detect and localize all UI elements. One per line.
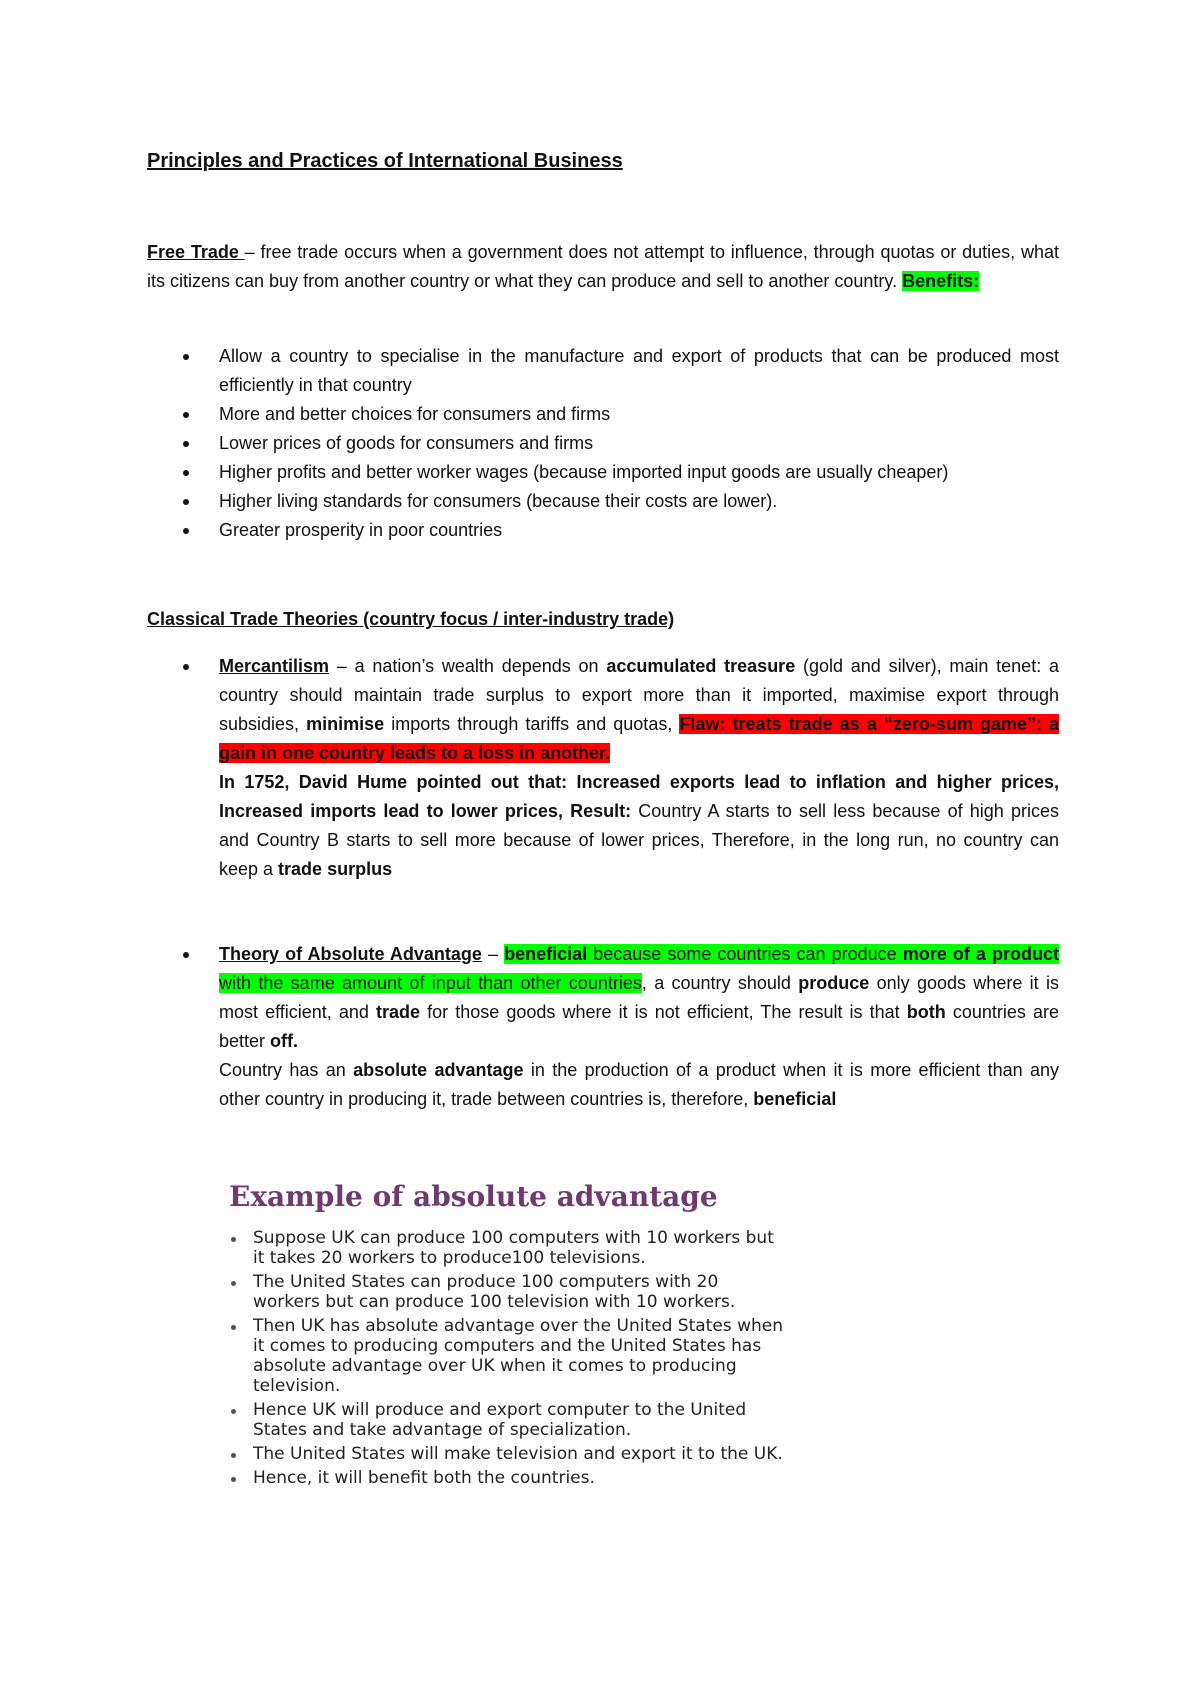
list-item: Suppose UK can produce 100 computers with 10 workers but it takes 20 workers to produce100 televisions. (229, 1228, 789, 1268)
list-item: Higher living standards for consumers (because their costs are lower). (147, 487, 1059, 516)
free-trade-paragraph (147, 238, 1059, 296)
bullet-icon (183, 528, 189, 534)
bullet-icon (231, 1477, 236, 1482)
bullet-icon (183, 470, 189, 476)
bullet-icon (183, 664, 189, 670)
classical-theories-heading: Classical Trade Theories (country focus / inter-industry trade) (147, 609, 675, 629)
example-title: Example of absolute advantage (229, 1180, 718, 1213)
list-item: Hence UK will produce and export computer to the United States and take advantage of specialization. (229, 1400, 789, 1440)
bullet-icon (231, 1237, 236, 1242)
beneficial-highlight: beneficial because some countries can produce more of a product with the same amount of input than other countries (219, 944, 1059, 993)
bullet-icon (183, 354, 189, 360)
hume-paragraph: In 1752, David Hume pointed out that: Increased exports lead to inflation and higher prices, Increased imports lead to lower prices, Result: Country A starts to sell less because of high prices and Country B starts to sell more because of lower prices, Therefore, in the long run, no country can keep a trade surplus (219, 772, 1059, 879)
bullet-icon (231, 1409, 236, 1414)
list-item: The United States will make television and export it to the UK. (229, 1444, 789, 1464)
flaw-highlight: Flaw: treats trade as a “zero-sum game”: a gain in one country leads to a loss in another. (219, 714, 1060, 763)
example-list (229, 1228, 789, 1492)
page-title: Principles and Practices of International Business (147, 150, 623, 172)
benefits-list (147, 342, 1059, 545)
list-item: The United States can produce 100 computers with 20 workers but can produce 100 television with 10 workers. (229, 1272, 789, 1312)
theories-list (147, 652, 1059, 884)
free-trade-definition: – free trade occurs when a government does not attempt to influence, through quotas or duties, what its citizens can buy from another country or what they can produce and sell to another country. (147, 242, 1060, 291)
list-item: Higher profits and better worker wages (because imported input goods are usually cheaper) (147, 458, 1059, 487)
list-item: Hence, it will benefit both the countries. (229, 1468, 789, 1488)
bullet-icon (231, 1281, 236, 1286)
bullet-icon (183, 952, 189, 958)
absolute-advantage-list (147, 940, 1059, 1114)
absolute-advantage-item: Theory of Absolute Advantage – beneficial because some countries can produce more of a product with the same amount of input than other countries, a country should produce only goods where it is most efficient, and trade for those goods where it is not efficient, The result is that both countries are better off. Country has an absolute advantage in the production of a product when it is more efficient than any other country in producing it, trade between countries is, therefore, beneficial (147, 940, 1059, 1114)
absolute-advantage-definition: Country has an absolute advantage in the production of a product when it is more efficient than any other country in producing it, trade between countries is, therefore, beneficial (219, 1060, 1060, 1109)
list-item: More and better choices for consumers and firms (147, 400, 1059, 429)
bullet-icon (183, 441, 189, 447)
benefits-label: Benefits: (902, 271, 980, 291)
mercantilism-item: Mercantilism – a nation’s wealth depends on accumulated treasure (gold and silver), main tenet: a country should maintain trade surplus to export more than it imported, maximise export through subsidies, minimise imports through tariffs and quotas, Flaw: treats trade as a “zero-sum game”: a gain in one country leads to a loss in another. In 1752, David Hume pointed out that: Increased exports lead to inflation and higher prices, Increased imports lead to lower prices, Result: Country A starts to sell less because of high prices and Country B starts to sell more because of lower prices, Therefore, in the long run, no country can keep a trade surplus (147, 652, 1059, 884)
bullet-icon (183, 499, 189, 505)
bullet-icon (231, 1453, 236, 1458)
list-item: Then UK has absolute advantage over the United States when it comes to producing computers and the United States has absolute advantage over UK when it comes to producing television. (229, 1316, 789, 1396)
example-slide-image (225, 1180, 785, 1520)
bullet-icon (183, 412, 189, 418)
list-item: Greater prosperity in poor countries (147, 516, 1059, 545)
list-item: Lower prices of goods for consumers and firms (147, 429, 1059, 458)
free-trade-term: Free Trade (147, 242, 245, 262)
list-item: Allow a country to specialise in the manufacture and export of products that can be produced most efficiently in that country (147, 342, 1059, 400)
bullet-icon (231, 1325, 236, 1330)
